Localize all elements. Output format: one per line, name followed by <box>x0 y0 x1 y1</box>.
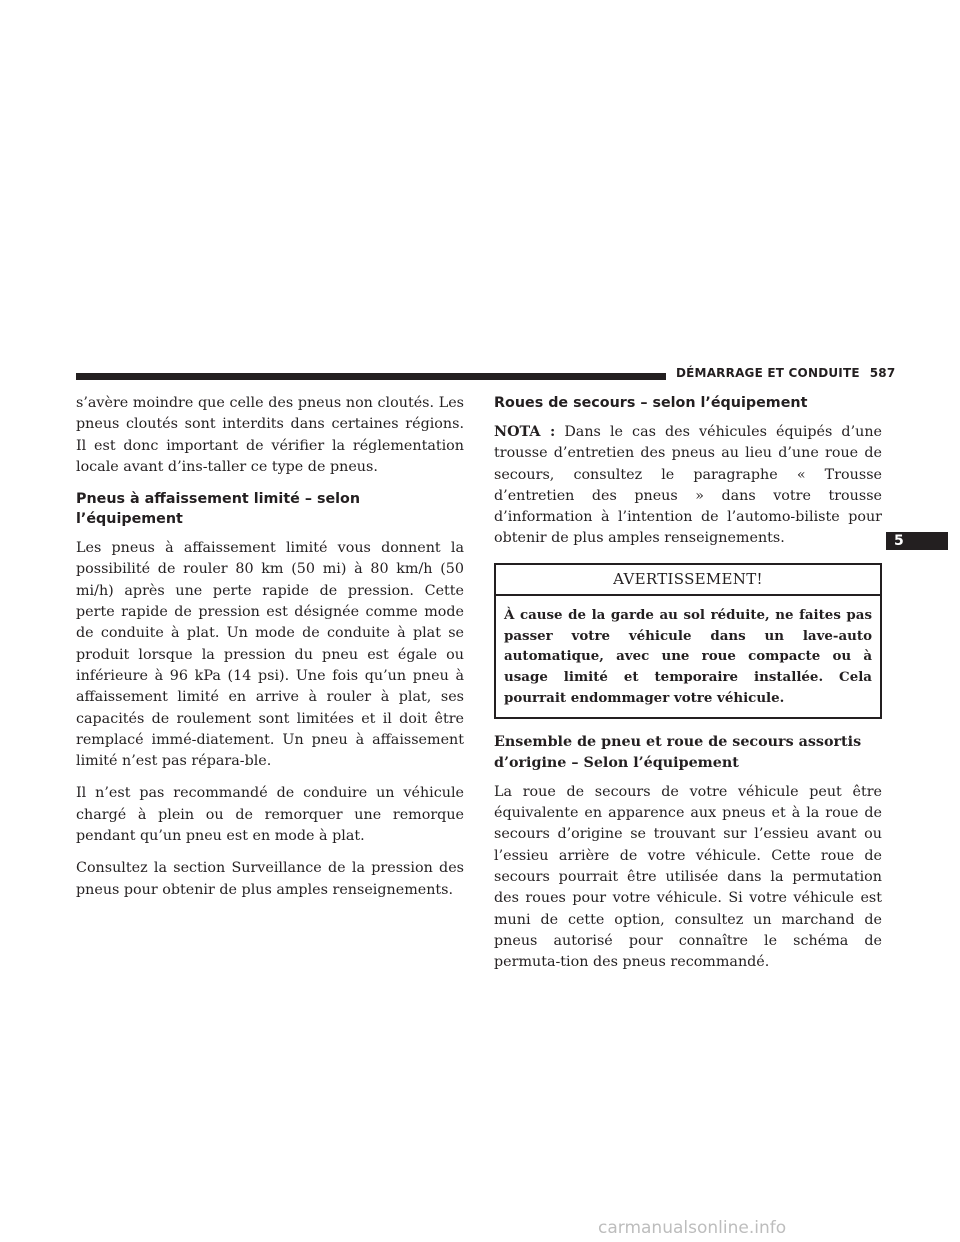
intro-paragraph: s’avère moindre que celle des pneus non cloutés. Les pneus cloutés sont interdits dans certaines régions. Il est donc important de vérifier la réglementation locale avant d’ins-taller ce type de pneus. <box>76 395 464 475</box>
matching-spare-subheading: Ensemble de pneu et roue de secours assortis d’origine – Selon l’équipement <box>494 733 862 771</box>
body-paragraph: La roue de secours de votre véhicule peut être équivalente en apparence aux pneus et à la roue de secours d’origine se trouvant sur l’essieu avant ou l’essieu arrière de votre véhicule. Cette roue de secours pourrait être utilisée dans la permutation des roues pour votre véhicule. Si votre véhicule est muni de cette option, consultez un marchand de pneus autorisé pour connaître le schéma de permuta-tion des pneus recommandé. <box>494 783 882 971</box>
body-paragraph: Il n’est pas recommandé de conduire un véhicule chargé à plein ou de remorquer une remorque pendant qu’un pneu est en mode à plat. <box>76 785 464 845</box>
running-header <box>676 366 896 384</box>
body-paragraph: Les pneus à affaissement limité vous donnent la possibilité de rouler 80 km (50 mi) à 80 km/h (50 mi/h) après une perte rapide de pression. Cette perte rapide de pression est désignée comme mode de conduite à plat. Un mode de conduite à plat se produit lorsque la pression du pneu est égale ou inférieure à 96 kPa (14 psi). Une fois qu’un pneu à affaissement limité en arrive à rouler à plat, ses capacités de roulement sont limitées et il doit être remplacé immé-diatement. Un pneu à affaissement limité n’est pas répara-ble. <box>76 540 464 770</box>
run-flat-heading: Pneus à affaissement limité – selon l’équipement <box>76 491 361 528</box>
spare-wheel-heading: Roues de secours – selon l’équipement <box>494 395 808 411</box>
header-rule <box>76 373 666 380</box>
page-number: 587 <box>869 366 896 380</box>
note-label: NOTA : <box>494 424 556 440</box>
left-column <box>76 393 464 912</box>
note-text: Dans le cas des véhicules équipés d’une trousse d’entretien des pneus au lieu d’une roue de secours, consultez le paragraphe « Trousse d’entretien des pneus » dans votre trousse d’information à l’intention de l’automo-biliste pour obtenir de plus amples renseignements. <box>494 424 882 547</box>
warning-box <box>494 563 882 719</box>
warning-title: AVERTISSEMENT! <box>496 565 880 596</box>
section-title: DÉMARRAGE ET CONDUITE <box>676 366 860 380</box>
watermark: carmanualsonline.info <box>598 1218 787 1238</box>
warning-body: À cause de la garde au sol réduite, ne faites pas passer votre véhicule dans un lave-auto automatique, avec une roue compacte ou à usage limité et temporaire installée. Cela pourrait endommager votre véhicule. <box>504 606 872 706</box>
note-paragraph <box>494 422 882 550</box>
body-paragraph: Consultez la section Surveillance de la pression des pneus pour obtenir de plus amples renseignements. <box>76 860 464 898</box>
right-column <box>494 393 882 984</box>
chapter-tab: 5 <box>886 532 948 550</box>
